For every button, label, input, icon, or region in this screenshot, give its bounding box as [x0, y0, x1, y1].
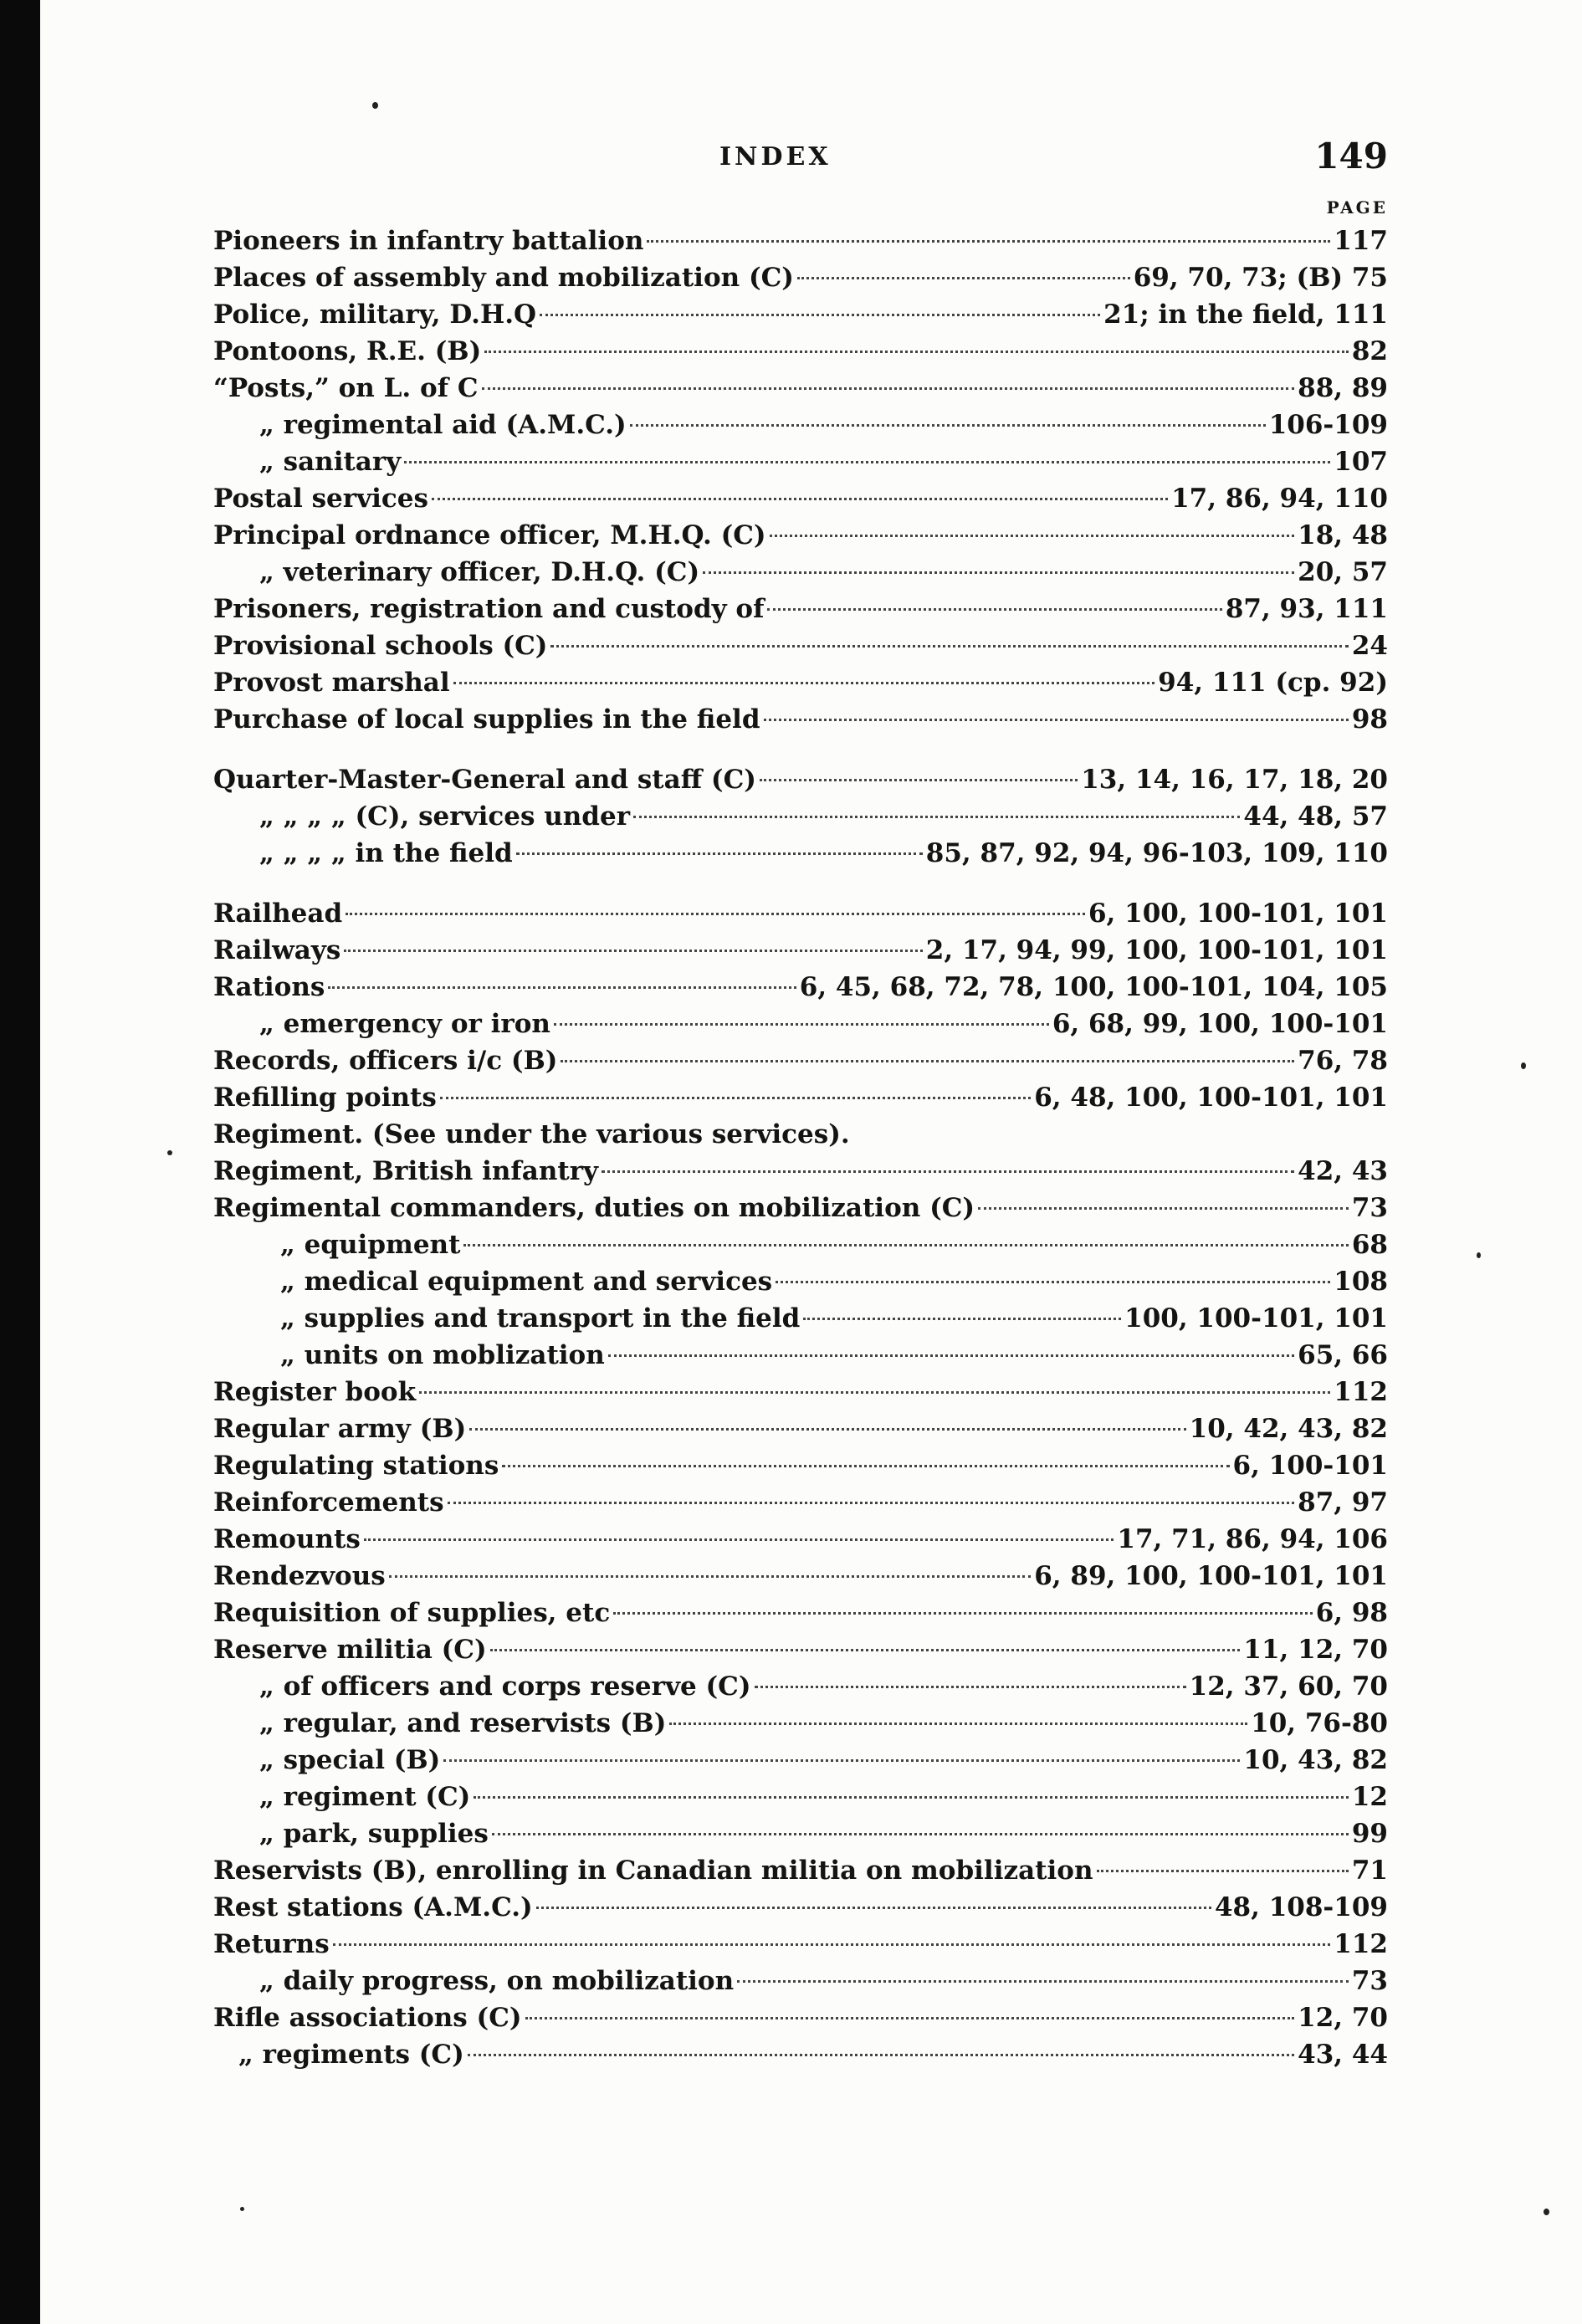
index-entry: [213, 1079, 1388, 1116]
index-entry-list: [213, 223, 1388, 2073]
index-page-refs: 10, 42, 43, 82: [1189, 1414, 1388, 1444]
dot-leader: [344, 950, 922, 952]
index-page-refs: 98: [1351, 704, 1388, 735]
index-entry: [213, 1668, 1388, 1705]
dot-leader: [978, 1207, 1349, 1210]
index-entry: [213, 333, 1388, 370]
dot-leader: [525, 2017, 1295, 2019]
index-term: Register book: [213, 1377, 417, 1407]
index-entry: [213, 1521, 1388, 1558]
index-entry: [213, 932, 1388, 969]
index-entry: [213, 517, 1388, 554]
index-term: „ supplies and transport in the field: [280, 1303, 801, 1333]
page-column-heading: PAGE: [1326, 197, 1388, 218]
index-page-refs: 6, 45, 68, 72, 78, 100, 100-101, 104, 105: [799, 972, 1388, 1002]
index-entry: [213, 2036, 1388, 2073]
page-header-title: INDEX: [719, 142, 832, 171]
index-page-refs: 6, 100-101: [1232, 1451, 1388, 1481]
index-page-refs: 17, 86, 94, 110: [1171, 484, 1388, 514]
index-entry: [213, 1263, 1388, 1300]
index-term: „ daily progress, on mobilization: [259, 1966, 735, 1996]
index-term: „ equipment: [280, 1230, 461, 1260]
dot-leader: [404, 461, 1330, 463]
index-term: Rations: [213, 972, 325, 1002]
index-page-refs: 6, 100, 100-101, 101: [1088, 898, 1388, 929]
index-entry: [213, 1595, 1388, 1631]
index-term: Pontoons, R.E. (B): [213, 336, 482, 366]
dot-leader: [776, 1281, 1330, 1283]
index-page-refs: 94, 111 (cp. 92): [1158, 668, 1388, 698]
dot-leader: [613, 1612, 1313, 1615]
index-page-refs: 44, 48, 57: [1243, 801, 1388, 832]
dot-leader: [1097, 1870, 1349, 1872]
index-page-refs: 68: [1351, 1230, 1388, 1260]
index-page-refs: 10, 43, 82: [1243, 1745, 1388, 1775]
index-entry: [213, 1410, 1388, 1447]
index-entry: [213, 895, 1388, 932]
index-term: „ sanitary: [259, 447, 402, 477]
index-term: Remounts: [213, 1524, 361, 1554]
dot-leader: [468, 2054, 1294, 2056]
index-entry: [213, 798, 1388, 835]
index-entry: [213, 1852, 1388, 1889]
dot-leader: [440, 1097, 1031, 1099]
dot-leader: [755, 1686, 1186, 1688]
dot-leader: [432, 498, 1168, 500]
index-page-refs: 20, 57: [1298, 557, 1388, 587]
speck-mark: [240, 2207, 244, 2211]
index-term: „ emergency or iron: [259, 1009, 550, 1039]
dot-leader: [669, 1723, 1247, 1725]
index-term: Prisoners, registration and custody of: [213, 594, 765, 624]
dot-leader: [561, 1060, 1294, 1062]
dot-leader: [764, 719, 1349, 721]
index-page-refs: 99: [1351, 1819, 1388, 1849]
dot-leader: [550, 645, 1348, 648]
index-page-refs: 100, 100-101, 101: [1124, 1303, 1388, 1333]
dot-leader: [602, 1170, 1294, 1173]
index-entry: [213, 1558, 1388, 1595]
index-entry: [213, 1631, 1388, 1668]
index-term: Records, officers i/c (B): [213, 1046, 558, 1076]
index-entry: [213, 1374, 1388, 1410]
index-page-refs: 69, 70, 73; (B) 75: [1133, 263, 1388, 293]
index-entry: [213, 370, 1388, 407]
index-entry: [213, 1006, 1388, 1042]
index-entry: [213, 1779, 1388, 1815]
dot-leader: [453, 682, 1155, 684]
index-page-refs: 18, 48: [1298, 520, 1388, 550]
index-term: Railways: [213, 935, 341, 965]
index-page-refs: 13, 14, 16, 17, 18, 20: [1081, 765, 1388, 795]
index-page-refs: 112: [1334, 1929, 1388, 1959]
dot-leader: [633, 816, 1240, 818]
index-term: Regular army (B): [213, 1414, 467, 1444]
book-spine-shadow: [0, 0, 40, 2324]
page-number: 149: [1314, 136, 1388, 177]
dot-leader: [554, 1023, 1049, 1026]
index-entry: [213, 554, 1388, 591]
index-entry: [213, 1999, 1388, 2036]
dot-leader: [737, 1980, 1349, 1983]
index-term: „ veterinary officer, D.H.Q. (C): [259, 557, 700, 587]
index-term: Regulating stations: [213, 1451, 499, 1481]
index-entry: [213, 1963, 1388, 1999]
dot-leader: [540, 314, 1100, 316]
dot-leader: [492, 1833, 1349, 1835]
dot-leader: [797, 277, 1130, 279]
index-page-refs: 117: [1334, 226, 1388, 256]
index-entry: [213, 761, 1388, 798]
index-page-refs: 88, 89: [1298, 373, 1388, 403]
index-page-refs: 87, 97: [1298, 1487, 1388, 1518]
index-term: Pioneers in infantry battalion: [213, 226, 644, 256]
index-page-refs: 6, 89, 100, 100-101, 101: [1034, 1561, 1388, 1591]
index-term: Returns: [213, 1929, 330, 1959]
index-page-refs: 73: [1351, 1966, 1388, 1996]
index-entry: [213, 1042, 1388, 1079]
index-entry: [213, 1190, 1388, 1226]
dot-leader: [364, 1538, 1114, 1541]
dot-leader: [770, 535, 1295, 537]
dot-leader: [474, 1796, 1349, 1799]
dot-leader: [630, 424, 1266, 427]
dot-leader: [803, 1318, 1121, 1320]
index-entry: [213, 1815, 1388, 1852]
index-term: Regiment, British infantry: [213, 1156, 599, 1186]
index-entry: [213, 1300, 1388, 1337]
index-entry: [213, 223, 1388, 259]
dot-leader: [463, 1244, 1348, 1246]
index-page-refs: 24: [1351, 631, 1388, 661]
speck-mark: [1521, 1062, 1526, 1069]
index-page-refs: 6, 68, 99, 100, 100-101: [1052, 1009, 1388, 1039]
index-entry: [213, 664, 1388, 701]
dot-leader: [760, 779, 1078, 781]
index-entry: [213, 1926, 1388, 1963]
index-entry: [213, 407, 1388, 443]
index-term: Regiment. (See under the various services).: [213, 1119, 850, 1149]
index-term: Purchase of local supplies in the field: [213, 704, 760, 735]
index-term: „ „ „ „ (C), services under: [259, 801, 631, 832]
dot-leader: [443, 1759, 1240, 1762]
index-term: „ regiment (C): [259, 1782, 471, 1812]
index-page-refs: 87, 93, 111: [1225, 594, 1388, 624]
index-term: „ regimental aid (A.M.C.): [259, 410, 627, 440]
index-term: „ park, supplies: [259, 1819, 489, 1849]
index-entry: [213, 835, 1388, 872]
index-term: Provisional schools (C): [213, 631, 548, 661]
index-page-refs: 12, 37, 60, 70: [1189, 1671, 1388, 1702]
index-term: „ regular, and reservists (B): [259, 1708, 667, 1738]
index-page-refs: 112: [1334, 1377, 1388, 1407]
index-term: Requisition of supplies, etc: [213, 1598, 611, 1628]
index-term: Principal ordnance officer, M.H.Q. (C): [213, 520, 766, 550]
index-page-refs: 65, 66: [1298, 1340, 1388, 1370]
index-entry: [213, 259, 1388, 296]
dot-leader: [328, 986, 796, 989]
index-term: „ regiments (C): [238, 2040, 464, 2070]
index-page-refs: 12: [1351, 1782, 1388, 1812]
index-term: “Posts,” on L. of C: [213, 373, 479, 403]
dot-leader: [490, 1649, 1241, 1651]
index-term: Reinforcements: [213, 1487, 444, 1518]
index-entry: [213, 480, 1388, 517]
index-term: Rifle associations (C): [213, 2003, 522, 2033]
index-term: Rest stations (A.M.C.): [213, 1892, 533, 1922]
index-term: „ medical equipment and services: [280, 1267, 773, 1297]
index-entry: [213, 1889, 1388, 1926]
index-entry: [213, 591, 1388, 627]
index-page-refs: 108: [1334, 1267, 1388, 1297]
index-entry: [213, 1337, 1388, 1374]
index-page-refs: 2, 17, 94, 99, 100, 100-101, 101: [925, 935, 1388, 965]
index-entry: [213, 1742, 1388, 1779]
index-term: Postal services: [213, 484, 428, 514]
speck-mark: [1477, 1252, 1481, 1258]
dot-leader: [448, 1502, 1295, 1504]
index-page-refs: 6, 48, 100, 100-101, 101: [1034, 1083, 1388, 1113]
index-page-refs: 71: [1351, 1856, 1388, 1886]
dot-leader: [333, 1943, 1331, 1946]
dot-leader: [516, 852, 923, 855]
index-page-refs: 17, 71, 86, 94, 106: [1117, 1524, 1388, 1554]
index-page-refs: 107: [1334, 447, 1388, 477]
index-entry: [213, 1226, 1388, 1263]
index-page-refs: 76, 78: [1298, 1046, 1388, 1076]
index-entry: [213, 296, 1388, 333]
index-entry: [213, 1153, 1388, 1190]
dot-leader: [703, 571, 1294, 574]
speck-mark: [1544, 2209, 1549, 2215]
index-term: Police, military, D.H.Q: [213, 299, 537, 330]
index-entry: [213, 1116, 1388, 1153]
index-page-refs: 85, 87, 92, 94, 96-103, 109, 110: [925, 838, 1388, 868]
index-term: „ special (B): [259, 1745, 441, 1775]
dot-leader: [767, 608, 1221, 611]
index-entry: [213, 701, 1388, 738]
index-entry: [213, 969, 1388, 1006]
index-term: Railhead: [213, 898, 343, 929]
dot-leader: [346, 913, 1085, 915]
index-page-refs: 42, 43: [1298, 1156, 1388, 1186]
index-page-refs: 6, 98: [1315, 1598, 1388, 1628]
index-page-refs: 106-109: [1268, 410, 1388, 440]
dot-leader: [482, 387, 1295, 390]
speck-mark: [167, 1150, 172, 1155]
index-page-refs: 12, 70: [1298, 2003, 1388, 2033]
dot-leader: [484, 351, 1349, 353]
index-page-refs: 82: [1351, 336, 1388, 366]
index-entry: [213, 1705, 1388, 1742]
dot-leader: [389, 1575, 1032, 1578]
index-term: Reservists (B), enrolling in Canadian militia on mobilization: [213, 1856, 1093, 1886]
dot-leader: [647, 240, 1330, 243]
dot-leader: [608, 1354, 1294, 1357]
dot-leader: [469, 1428, 1185, 1431]
index-term: Provost marshal: [213, 668, 450, 698]
index-page-refs: 48, 108-109: [1214, 1892, 1388, 1922]
index-term: Places of assembly and mobilization (C): [213, 263, 794, 293]
index-term: Refilling points: [213, 1083, 437, 1113]
index-term: Reserve militia (C): [213, 1635, 487, 1665]
speck-mark: [372, 102, 378, 109]
dot-leader: [502, 1465, 1229, 1467]
index-page-refs: 10, 76-80: [1251, 1708, 1388, 1738]
dot-leader: [419, 1391, 1330, 1394]
index-page-refs: 73: [1351, 1193, 1388, 1223]
index-entry: [213, 1447, 1388, 1484]
index-page-refs: 43, 44: [1298, 2040, 1388, 2070]
index-term: Quarter-Master-General and staff (C): [213, 765, 756, 795]
index-term: „ units on moblization: [280, 1340, 605, 1370]
index-term: „ „ „ „ in the field: [259, 838, 513, 868]
dot-leader: [536, 1907, 1211, 1909]
index-entry: [213, 627, 1388, 664]
index-page-refs: 21; in the field, 111: [1103, 299, 1388, 330]
index-term: Rendezvous: [213, 1561, 386, 1591]
index-term: „ of officers and corps reserve (C): [259, 1671, 751, 1702]
index-term: Regimental commanders, duties on mobilization (C): [213, 1193, 975, 1223]
index-page-refs: 11, 12, 70: [1243, 1635, 1388, 1665]
index-entry: [213, 443, 1388, 480]
index-entry: [213, 1484, 1388, 1521]
